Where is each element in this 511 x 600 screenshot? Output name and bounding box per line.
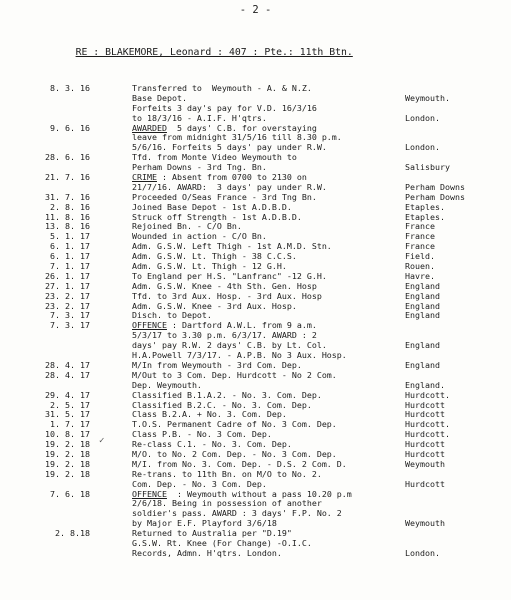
entry-text: by Major E.F. Playford 3/6/18: [132, 518, 277, 529]
entry-text: Dep. Weymouth.: [132, 379, 202, 390]
page-number: - 2 -: [239, 4, 272, 16]
entry-place: Weymouth.: [405, 92, 450, 103]
entry-text: Transferred to Weymouth - A. & N.Z.: [132, 83, 312, 93]
entry-text: Tfd. from Monte Video Weymouth to: [132, 152, 297, 163]
entry-text: Joined Base Depot - 1st A.D.B.D.: [132, 201, 292, 212]
entry-text: 5/6/16. Forfeits 5 days' pay under R.W.: [132, 142, 327, 153]
entry-date: 5. 1. 17: [50, 231, 90, 242]
entry-text: leave from midnight 31/5/16 till 8.30 p.m.: [132, 132, 342, 143]
entry-text: Adm. G.S.W. Left Thigh - 1st A.M.D. Stn.: [132, 241, 332, 252]
entry-date: 8. 3. 16: [50, 83, 90, 93]
entry-place: Rouen.: [405, 261, 435, 272]
entry-date: 10. 8. 17: [45, 429, 90, 440]
entry-date: 7. 3. 17: [50, 320, 90, 331]
entry-date: 23. 2. 17: [45, 300, 90, 311]
entry-date: 2. 5. 17: [50, 399, 90, 410]
entry-text: Rejoined Bn. - C/O Bn.: [132, 221, 242, 232]
entry-text: Classified B.1.A.2. - No. 3. Com. Dep.: [132, 389, 322, 400]
entry-date: 31. 7. 16: [45, 191, 90, 202]
entry-text: Records, Admn. H'qtrs. London.: [132, 547, 282, 558]
entry-date: 6. 1. 17: [50, 251, 90, 262]
entry-date: 2. 8. 16: [50, 201, 90, 212]
entry-place: Field.: [405, 251, 435, 262]
entry-place: London.: [405, 547, 440, 558]
entry-text: M/O. to No. 2 Com. Dep. - No. 3 Com. Dep.: [132, 448, 337, 459]
entry-date: 2. 8.18: [55, 528, 90, 539]
record-row: [0, 549, 511, 559]
entry-place: London.: [405, 142, 440, 153]
entry-text: Wounded in action - C/O Bn.: [132, 231, 267, 242]
entry-date: 23. 2. 17: [45, 290, 90, 301]
entry-text: Forfeits 3 day's pay for V.D. 16/3/16: [132, 102, 317, 113]
entry-date: 21. 7. 16: [45, 172, 90, 183]
entry-place: Hurdcott.: [405, 429, 450, 440]
entry-place: England.: [405, 379, 445, 390]
entry-date: 28. 4. 17: [45, 359, 90, 370]
entry-place: Weymouth: [405, 518, 445, 529]
entry-place: Etaples.: [405, 201, 445, 212]
entry-text: OFFENCE : Dartford A.W.L. from 9 a.m.: [132, 320, 317, 331]
entry-text: G.S.W. Rt. Knee (For Change) -O.I.C.: [132, 537, 312, 548]
entry-text: AWARDED 5 days' C.B. for overstaying: [132, 122, 317, 133]
entry-place: Perham Downs: [405, 191, 465, 202]
record-header: [52, 36, 353, 69]
entry-place: England: [405, 280, 440, 291]
entry-date: 11. 8. 16: [45, 211, 90, 222]
entry-text: Adm. G.S.W. Lt. Thigh - 12 G.H.: [132, 261, 287, 272]
record-entries: [0, 84, 511, 559]
entry-place: England: [405, 290, 440, 301]
entry-text: Com. Dep. - No. 3 Com. Dep.: [132, 478, 267, 489]
entry-text: Class B.2.A. + No. 3. Com. Dep.: [132, 409, 287, 420]
entry-text: Base Depot.: [132, 92, 187, 103]
entry-place: Hurdcott: [405, 478, 445, 489]
entry-text: Disch. to Depot.: [132, 310, 212, 321]
entry-date: 19. 2. 18: [45, 458, 90, 469]
entry-place: Hurdcott: [405, 399, 445, 410]
handwritten-mark: ✓: [99, 436, 105, 446]
entry-place: Weymouth: [405, 458, 445, 469]
entry-text: Returned to Australia per "D.19": [132, 528, 292, 539]
entry-text: Perham Downs - 3rd Tng. Bn.: [132, 162, 267, 173]
entry-text: Adm. G.S.W. Knee - 4th Sth. Gen. Hosp: [132, 280, 317, 291]
entry-text: soldier's pass. AWARD : 3 days' F.P. No. 2: [132, 508, 342, 519]
entry-date: 19. 2. 18: [45, 448, 90, 459]
entry-date: 19. 2. 18: [45, 439, 90, 450]
entry-date: 7. 3. 17: [50, 310, 90, 321]
entry-text: Re-class C.1. - No. 3. Com. Dep.: [132, 439, 292, 450]
entry-date: 1. 7. 17: [50, 419, 90, 430]
entry-place: Perham Downs: [405, 181, 465, 192]
entry-place: France: [405, 231, 435, 242]
entry-date: 7. 6. 18: [50, 488, 90, 499]
entry-date: 26. 1. 17: [45, 270, 90, 281]
entry-place: Havre.: [405, 270, 435, 281]
entry-text: H.A.Powell 7/3/17. - A.P.B. No 3 Aux. Hosp.: [132, 350, 347, 361]
entry-place: Hurdcott.: [405, 419, 450, 430]
entry-text: To England per H.S. "Lanfranc" -12 G.H.: [132, 270, 327, 281]
entry-place: France: [405, 221, 435, 232]
entry-date: 9. 6. 16: [50, 122, 90, 133]
entry-place: England: [405, 300, 440, 311]
entry-place: Hurdcott.: [405, 389, 450, 400]
entry-text: Proceeded O/Seas France - 3rd Tng Bn.: [132, 191, 317, 202]
entry-text: Classified B.2.C. - No. 3. Com. Dep.: [132, 399, 312, 410]
entry-text: 2/6/18. Being in possession of another: [132, 498, 322, 509]
entry-place: Etaples.: [405, 211, 445, 222]
entry-date: 6. 1. 17: [50, 241, 90, 252]
entry-date: 29. 4. 17: [45, 389, 90, 400]
entry-place: London.: [405, 112, 440, 123]
entry-text: OFFENCE : Weymouth without a pass 10.20 p.m: [132, 488, 352, 499]
entry-place: Hurdcott: [405, 409, 445, 420]
entry-place: Hurdcott: [405, 448, 445, 459]
entry-place: France: [405, 241, 435, 252]
entry-text: 5/3/17 to 3.30 p.m. 6/3/17. AWARD : 2: [132, 330, 317, 341]
entry-date: 27. 1. 17: [45, 280, 90, 291]
entry-text: Adm. G.S.W. Knee - 3rd Aux. Hosp.: [132, 300, 297, 311]
entry-place: England: [405, 340, 440, 351]
entry-place: England: [405, 359, 440, 370]
entry-text: Struck off Strength - 1st A.D.B.D.: [132, 211, 302, 222]
entry-text: Class P.B. - No. 3 Com. Dep.: [132, 429, 272, 440]
entry-text: Adm. G.S.W. Lt. Thigh - 38 C.C.S.: [132, 251, 297, 262]
entry-text: CRIME : Absent from 0700 to 2130 on: [132, 172, 307, 183]
entry-date: 19. 2. 18: [45, 468, 90, 479]
entry-text: days' pay R.W. 2 days' C.B. by Lt. Col.: [132, 340, 327, 351]
entry-text: T.O.S. Permanent Cadre of No. 3 Com. Dep.: [132, 419, 337, 430]
entry-place: Hurdcott: [405, 439, 445, 450]
entry-text: to 18/3/16 - A.I.F. H'qtrs.: [132, 112, 267, 123]
entry-place: Salisbury: [405, 162, 450, 173]
entry-date: 28. 6. 16: [45, 152, 90, 163]
entry-date: 31. 5. 17: [45, 409, 90, 420]
entry-text: M/I. from No. 3. Com. Dep. - D.S. 2 Com. D.: [132, 458, 347, 469]
entry-text: M/Out to 3 Com. Dep. Hurdcott - No 2 Com.: [132, 369, 337, 380]
record-header-text: RE : BLAKEMORE, Leonard : 407 : Pte.: 11th Btn.: [75, 47, 353, 58]
entry-text: Re-trans. to 11th Bn. on M/O to No. 2.: [132, 468, 322, 479]
entry-text: Tfd. to 3rd Aux. Hosp. - 3rd Aux. Hosp: [132, 290, 322, 301]
entry-text: 21/7/16. AWARD: 3 days' pay under R.W.: [132, 181, 327, 192]
entry-date: 13. 8. 16: [45, 221, 90, 232]
entry-place: England: [405, 310, 440, 321]
entry-date: 28. 4. 17: [45, 369, 90, 380]
entry-date: 7. 1. 17: [50, 261, 90, 272]
entry-text: M/In from Weymouth - 3rd Com. Dep.: [132, 359, 302, 370]
